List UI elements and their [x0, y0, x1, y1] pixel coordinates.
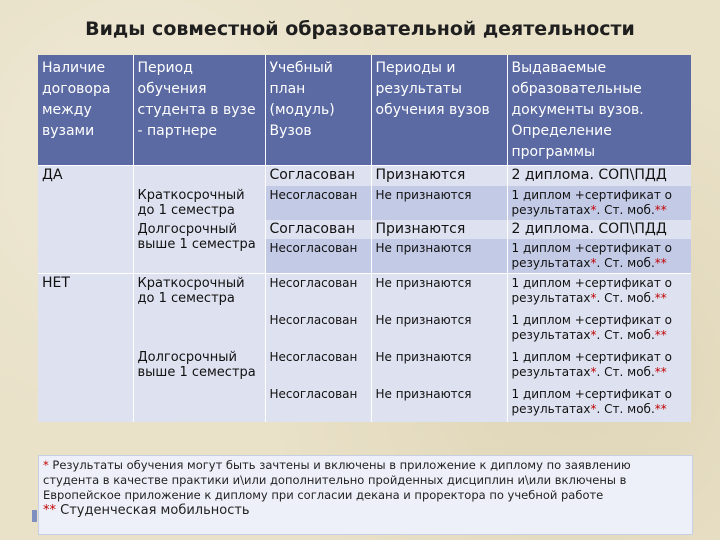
results-recognized: Признаются [371, 166, 507, 187]
docs-one-diploma: 1 диплом +сертификат о результатах*. Ст. моб.** [507, 348, 691, 385]
curriculum-agreed: Согласован [265, 166, 371, 187]
activity-table [38, 55, 691, 422]
results-recognized: Признаются [371, 220, 507, 239]
docs-one-diploma: 1 диплом +сертификат о результатах*. Ст. моб.** [507, 311, 691, 348]
header-curriculum: Учебный план (модуль) Вузов [265, 55, 371, 166]
curriculum-not-agreed: Несогласован [265, 186, 371, 220]
results-not-recognized: Не признаются [371, 311, 507, 348]
docs-one-diploma: 1 диплом +сертификат о результатах*. Ст. моб.** [507, 186, 691, 220]
header-agreement: Наличие договора между вузами [38, 55, 133, 166]
footnote-mobility: Студенческая мобильность [56, 503, 250, 518]
docs-one-diploma: 1 диплом +сертификат о результатах*. Ст. моб.** [507, 385, 691, 422]
period-long: Долгосрочный выше 1 семестра [133, 220, 265, 274]
header-period: Период обучения студента в вузе - партнере [133, 55, 265, 166]
footnote [38, 455, 693, 535]
group-no: НЕТ [38, 274, 133, 423]
docs-two-diplomas: 2 диплома. СОП\ПДД [507, 220, 691, 239]
results-not-recognized: Не признаются [371, 274, 507, 312]
docs-one-diploma: 1 диплом +сертификат о результатах*. Ст. моб.** [507, 274, 691, 312]
header-results: Периоды и результаты обучения вузов [371, 55, 507, 166]
results-not-recognized: Не признаются [371, 186, 507, 220]
results-not-recognized: Не признаются [371, 348, 507, 385]
page-title: Виды совместной образовательной деятельности [85, 18, 635, 40]
table-row [38, 166, 691, 187]
header-documents: Выдаваемые образовательные документы вузов. Определение программы [507, 55, 691, 166]
curriculum-not-agreed: Несогласован [265, 239, 371, 274]
docs-two-diplomas: 2 диплома. СОП\ПДД [507, 166, 691, 187]
group-yes: ДА [38, 166, 133, 274]
curriculum-agreed: Согласован [265, 220, 371, 239]
footnote-text: Результаты обучения могут быть зачтены и включены в приложение к диплому по заявлению студента в качестве практики и\или дополнительно пройденных дисциплин и\или включены в Европейское приложение к диплому при согласии декана и проректора по учебной работе [43, 458, 631, 502]
footnote-star: * [43, 458, 49, 472]
table-row [38, 274, 691, 312]
footnote-dstar: ** [43, 503, 56, 518]
curriculum-not-agreed: Несогласован [265, 385, 371, 422]
period-short: Краткосрочный до 1 семестра [133, 166, 265, 221]
decorative-bar [32, 510, 37, 522]
docs-one-diploma: 1 диплом +сертификат о результатах*. Ст. моб.** [507, 239, 691, 274]
header-row [38, 55, 691, 166]
period-short: Краткосрочный до 1 семестра [133, 274, 265, 349]
curriculum-not-agreed: Несогласован [265, 348, 371, 385]
period-long: Долгосрочный выше 1 семестра [133, 348, 265, 422]
curriculum-not-agreed: Несогласован [265, 274, 371, 312]
results-not-recognized: Не признаются [371, 385, 507, 422]
table-row [38, 220, 691, 239]
table-row [38, 348, 691, 385]
results-not-recognized: Не признаются [371, 239, 507, 274]
curriculum-not-agreed: Несогласован [265, 311, 371, 348]
